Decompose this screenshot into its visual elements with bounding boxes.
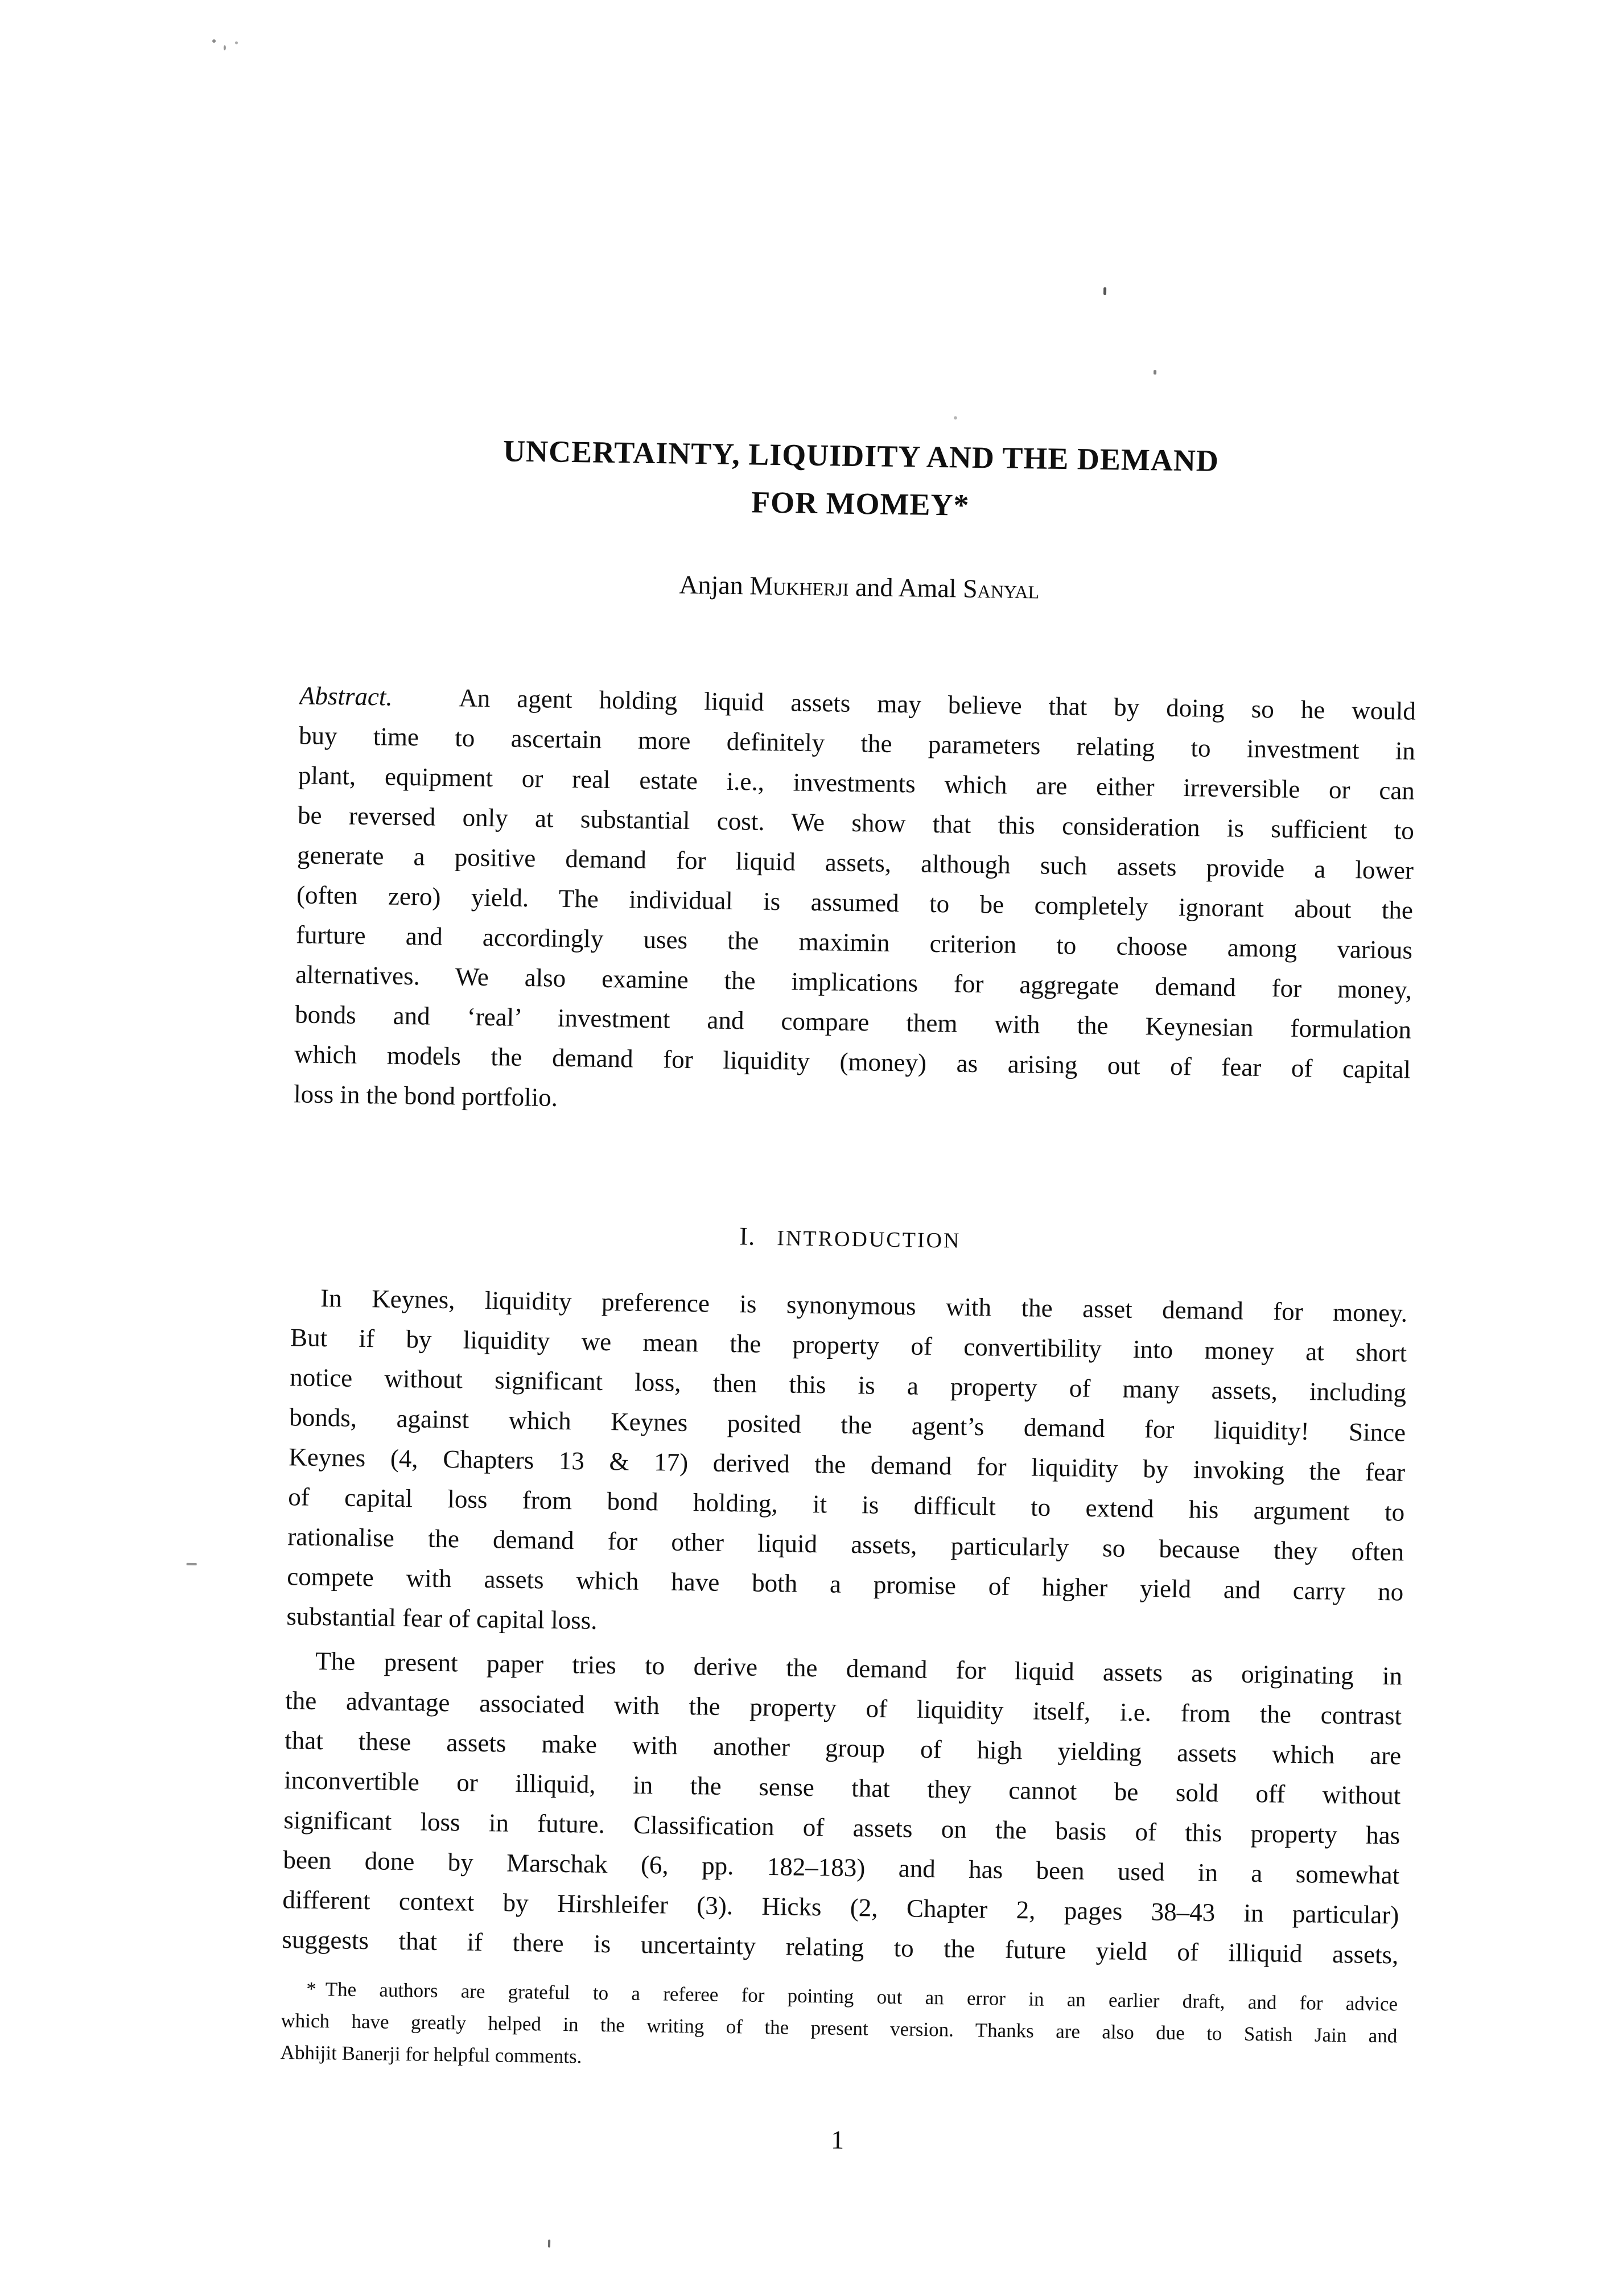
abstract-text: An agent holding liquid assets may believe that by doing so he would — [458, 683, 1416, 726]
footnote-line: which have greatly helped in the writing of the present version. Thanks are also due to Satish Jain and — [281, 2009, 1398, 2047]
body-line: significant loss in future. Classification of assets on the basis of this property has — [283, 1806, 1400, 1850]
author2-first: Amal — [898, 573, 963, 603]
section-gap — [755, 1245, 777, 1246]
scan-speckle — [235, 42, 238, 44]
abstract-line: buy time to ascertain more definitely the parameters relating to investment in — [298, 721, 1416, 765]
footnote-text: The authors are grateful to a referee for pointing out an error in an earlier draft, and for advice — [325, 1978, 1398, 2015]
abstract-line: bonds and ‘real’ investment and compare them with the Keynesian formulation — [294, 1000, 1412, 1044]
author1-first: Anjan — [679, 570, 750, 600]
body-line: different context by Hirshleifer (3). Hicks (2, Chapter 2, pages 38–43 in particular) — [282, 1885, 1399, 1930]
body-line: that these assets make with another group of high yielding assets which are — [285, 1726, 1402, 1770]
paper-title-line2: FOR MOMEY* — [751, 485, 970, 522]
scan-speckle — [212, 39, 216, 43]
body-line: In Keynes, liquidity preference is synonymous with the asset demand for money. — [320, 1283, 1408, 1328]
body-line: bonds, against which Keynes posited the agent’s demand for liquidity! Since — [289, 1403, 1406, 1447]
body-line: the advantage associated with the property of liquidity itself, i.e. from the contrast — [285, 1686, 1402, 1730]
page-number: 1 — [830, 2125, 845, 2154]
body-line: suggests that if there is uncertainty relating to the future yield of illiquid assets, — [282, 1925, 1399, 1969]
footnote — [280, 1973, 1398, 2084]
body-line: rationalise the demand for other liquid assets, particularly so because they often — [287, 1522, 1404, 1567]
body-line: been done by Marschak (6, pp. 182–183) and has been used in a somewhat — [283, 1845, 1400, 1890]
scan-speckle — [187, 1563, 197, 1565]
authors-connector: and — [848, 572, 899, 603]
body-line: But if by liquidity we mean the property of convertibility into money at short — [290, 1323, 1407, 1367]
abstract-line: alternatives. We also examine the implications for aggregate demand for money, — [295, 960, 1412, 1004]
abstract-line: plant, equipment or real estate i.e., investments which are either irreversible or can — [298, 761, 1415, 805]
scan-speckle — [548, 2240, 550, 2248]
author2-last: Sanyal — [962, 574, 1040, 604]
author1-last: Mukherji — [749, 571, 849, 601]
abstract-line: furture and accordingly uses the maximin criterion to choose among various — [295, 920, 1413, 964]
abstract-line: be reversed only at substantial cost. We show that this consideration is sufficient to — [297, 801, 1415, 845]
paper-title-line1: UNCERTAINTY, LIQUIDITY AND THE DEMAND — [502, 434, 1220, 478]
scan-speckle — [1154, 370, 1156, 374]
abstract — [294, 675, 1416, 1129]
abstract-line: loss in the bond portfolio. — [293, 1079, 558, 1112]
body-line: of capital loss from bond holding, it is difficult to extend his argument to — [287, 1482, 1405, 1527]
section-title: INTRODUCTION — [777, 1226, 961, 1253]
scan-speckle — [954, 416, 957, 419]
body-line: The present paper tries to derive the demand for liquid assets as originating in — [315, 1646, 1403, 1691]
scan-speckle — [224, 45, 226, 50]
abstract-line: generate a positive demand for liquid assets, although such assets provide a lower — [296, 840, 1414, 885]
intro-paragraph-1 — [286, 1277, 1408, 1651]
paper-title — [302, 424, 1419, 535]
abstract-line: (often zero) yield. The individual is assumed to be completely ignorant about the — [296, 880, 1414, 925]
body-line: Keynes (4, Chapters 13 & 17) derived the demand for liquidity by invoking the fear — [288, 1442, 1406, 1487]
intro-paragraph-2 — [282, 1640, 1403, 1975]
footnote-line: Abhijit Banerji for helpful comments. — [280, 2041, 582, 2068]
body-line: compete with assets which have both a promise of higher yield and carry no — [287, 1562, 1404, 1606]
body-line: inconvertible or illiquid, in the sense that they cannot be sold off without — [284, 1766, 1401, 1810]
body-line: notice without significant loss, then this is a property of many assets, including — [289, 1363, 1407, 1407]
section-number: I. — [739, 1222, 756, 1251]
footnote-asterisk: * — [306, 1977, 317, 2000]
abstract-label: Abstract. — [299, 681, 393, 711]
abstract-line: which models the demand for liquidity (money) as arising out of fear of capital — [294, 1040, 1411, 1084]
author-line — [300, 563, 1418, 611]
body-line: substantial fear of capital loss. — [286, 1602, 598, 1635]
scan-speckle — [1103, 287, 1106, 295]
section-heading-introduction — [291, 1214, 1408, 1267]
